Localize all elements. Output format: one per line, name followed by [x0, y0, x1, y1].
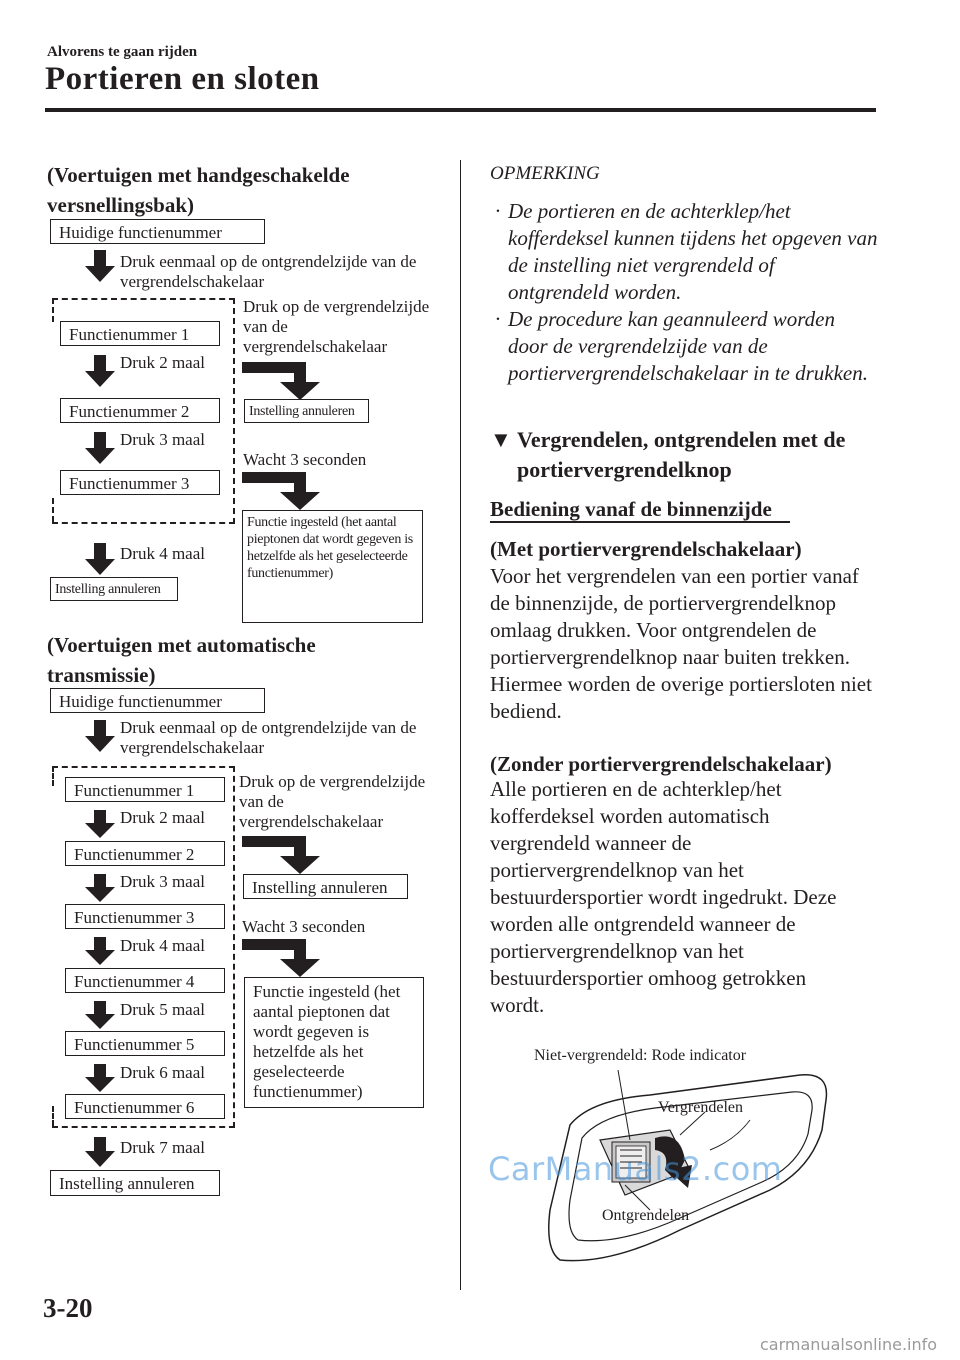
automatic-function-set: Functie ingesteld (het aantal pieptonen dat wordt gegeven is hetzelfde als het geselecteerde functienummer) — [244, 977, 424, 1108]
down-arrow-icon — [85, 937, 115, 965]
dashed-bracket-left-bottom — [52, 1106, 54, 1126]
dashed-bracket-left-top — [52, 766, 54, 786]
automatic-press-2: Druk 2 maal — [120, 808, 205, 827]
automatic-function-1: Functienummer 1 — [65, 777, 225, 802]
manual-function-set: Functie ingesteld (het aantal pieptonen dat wordt gegeven is hetzelfde als het geselecteerde functienummer) — [242, 510, 423, 623]
automatic-heading: (Voertuigen met automatische transmissie) — [47, 633, 316, 687]
manual-heading: (Voertuigen met handgeschakelde versnellingsbak) — [47, 163, 350, 217]
manual-wait: Wacht 3 seconden — [243, 450, 367, 469]
note-bullet: · — [495, 307, 501, 331]
site-watermark: carmanualsonline.info — [760, 1335, 938, 1354]
automatic-current-function: Huidige functienummer — [50, 688, 265, 713]
automatic-function-5: Functienummer 5 — [65, 1031, 225, 1056]
without-switch-text: Alle portieren en de achterklep/het kofferdeksel worden automatisch vergrendeld wanneer de portiervergrendelknop van het bestuurdersportier wordt ingedrukt. Deze worden alle ontgrendeld wanneer de portiervergrendelknop van het bestuurdersportier omhoog getrokken wordt. — [490, 777, 837, 1017]
note-bullet: · — [495, 199, 501, 223]
down-arrow-icon — [85, 355, 115, 387]
note-item-2: De procedure kan geannuleerd worden door de vergrendelzijde van de portiervergrendelschakelaar in te drukken. — [508, 307, 869, 385]
figure-label-lock: Vergrendelen — [658, 1099, 743, 1116]
automatic-function-4: Functienummer 4 — [65, 968, 225, 993]
manual-press-2: Druk 2 maal — [120, 353, 205, 372]
manual-press-4: Druk 4 maal — [120, 544, 205, 563]
down-arrow-icon — [85, 720, 115, 752]
page-number: 3-20 — [43, 1293, 93, 1323]
dashed-bracket-top — [52, 298, 235, 300]
manual-function-2: Functienummer 2 — [60, 398, 220, 423]
dashed-bracket-left-bottom — [52, 498, 54, 522]
down-arrow-icon — [85, 432, 115, 464]
automatic-press-4: Druk 4 maal — [120, 936, 205, 955]
down-arrow-icon — [85, 874, 115, 902]
manual-cancel: Instelling annuleren — [50, 577, 178, 601]
dashed-bracket-bottom — [52, 1126, 235, 1128]
manual-current-function: Huidige functienummer — [50, 219, 265, 244]
down-arrow-icon — [85, 1064, 115, 1092]
bent-arrow-icon — [242, 836, 322, 874]
page-title: Portieren en sloten — [45, 61, 320, 97]
figure-label-red-indicator: Niet-vergrendeld: Rode indicator — [534, 1047, 747, 1064]
down-arrow-icon — [85, 250, 115, 282]
section-marker: ▼ — [490, 427, 512, 452]
bent-arrow-icon — [242, 472, 322, 510]
section-subheading: Bediening vanaf de binnenzijde — [490, 497, 772, 521]
dashed-bracket-left-top — [52, 298, 54, 322]
automatic-function-3: Functienummer 3 — [65, 904, 225, 929]
column-divider — [460, 160, 461, 1290]
down-arrow-icon — [85, 543, 115, 575]
down-arrow-icon — [85, 810, 115, 838]
automatic-function-2: Functienummer 2 — [65, 841, 225, 866]
manual-press-once: Druk eenmaal op de ontgrendelzijde van de vergrendelschakelaar — [120, 252, 417, 291]
with-switch-heading: (Met portiervergrendelschakelaar) — [490, 537, 802, 561]
bent-arrow-icon — [242, 362, 322, 400]
note-item-1: De portieren en de achterklep/het kofferdeksel kunnen tijdens het opgeven van de instelling niet vergrendeld of ontgrendeld worden. — [508, 199, 878, 304]
manual-function-3: Functienummer 3 — [60, 470, 220, 495]
automatic-press-3: Druk 3 maal — [120, 872, 205, 891]
down-arrow-icon — [85, 1137, 115, 1167]
without-switch-heading: (Zonder portiervergrendelschakelaar) — [490, 752, 832, 776]
manual-press-3: Druk 3 maal — [120, 430, 205, 449]
section-label: Alvorens te gaan rijden — [47, 44, 198, 60]
automatic-press-5: Druk 5 maal — [120, 1000, 205, 1019]
section-title: Vergrendelen, ontgrendelen met de portiervergrendelknop — [517, 427, 846, 482]
dashed-bracket-top — [52, 766, 235, 768]
automatic-press-once: Druk eenmaal op de ontgrendelzijde van de vergrendelschakelaar — [120, 718, 417, 757]
automatic-cancel-2: Instelling annuleren — [243, 874, 408, 899]
dashed-bracket-side — [233, 298, 235, 524]
figure-label-unlock: Ontgrendelen — [602, 1207, 690, 1224]
manual-cancel-2: Instelling annuleren — [244, 399, 369, 423]
automatic-press-6: Druk 6 maal — [120, 1063, 205, 1082]
down-arrow-icon — [85, 1001, 115, 1029]
dashed-bracket-bottom — [52, 522, 235, 524]
automatic-function-6: Functienummer 6 — [65, 1094, 225, 1119]
automatic-press-7: Druk 7 maal — [120, 1138, 205, 1157]
manual-lock-press: Druk op de vergrendelzijde van de vergrendelschakelaar — [243, 297, 430, 356]
note-title: OPMERKING — [490, 163, 600, 184]
watermark: CarManuals2.com — [488, 1150, 783, 1188]
with-switch-text: Voor het vergrendelen van een portier vanaf de binnenzijde, de portiervergrendelknop omlaag drukken. Voor ontgrendelen de portiervergrendelknop naar buiten trekken. Hiermee worden de overige portiersloten niet bediend. — [490, 564, 872, 723]
automatic-lock-press: Druk op de vergrendelzijde van de vergrendelschakelaar — [239, 772, 426, 831]
automatic-wait: Wacht 3 seconden — [242, 917, 366, 936]
dashed-bracket-side — [233, 766, 235, 1128]
bent-arrow-icon — [242, 939, 322, 977]
header-rule — [45, 108, 876, 112]
manual-function-1: Functienummer 1 — [60, 321, 220, 346]
automatic-cancel: Instelling annuleren — [50, 1170, 220, 1196]
subheading-underline — [490, 521, 790, 523]
